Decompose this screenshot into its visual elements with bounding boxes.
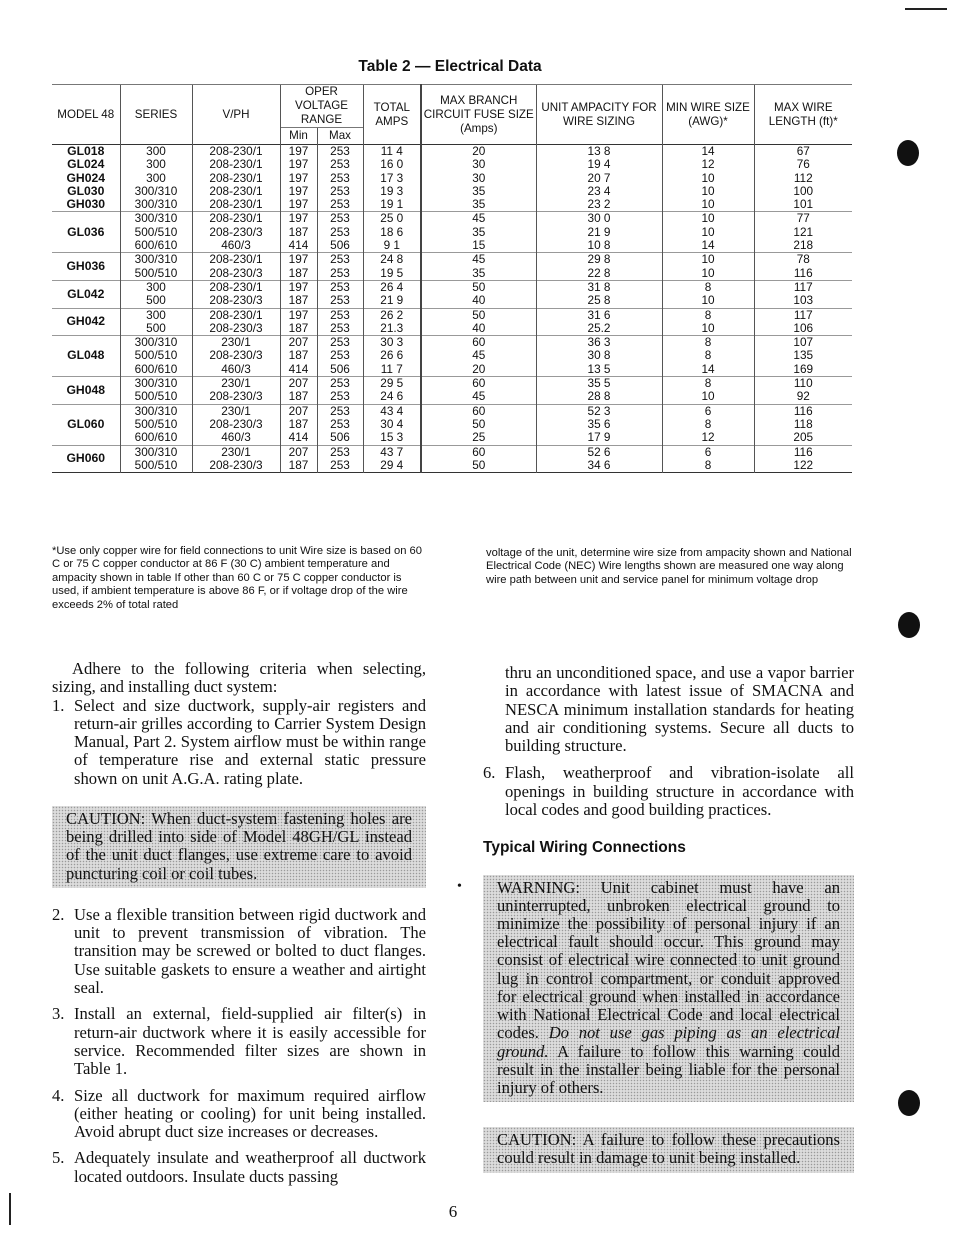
header-vph: V/PH [192, 85, 280, 145]
step-5 [52, 1149, 426, 1186]
step-text: thru an unconditioned space, and use a vapor barrier in accordance with latest issue of SMACNA and NESCA minimum installation standards for heating and air conditioning systems. Secure all ducts to building structure. [505, 663, 854, 756]
header-rule [905, 8, 947, 10]
table-row: 500/510 208-230/3 187 253 29 4 50 34 6 8 122 [52, 459, 852, 473]
step-text: Size all ductwork for maximum required airflow (either heating or cooling) for unit being installed. Avoid abrupt duct size increases or decreases. [74, 1085, 426, 1142]
warning-electrical-ground [483, 875, 854, 1102]
table-row: GH060 300/310 230/1 207 253 43 7 60 52 6 6 116 [52, 445, 852, 459]
step-2 [52, 906, 426, 997]
header-total-amps: TOTAL AMPS [363, 85, 421, 145]
header-oper-voltage: OPER VOLTAGE RANGE [280, 85, 363, 128]
table-row: GL042 300 208-230/1 197 253 26 4 50 31 8 8 117 [52, 280, 852, 294]
step-number: 5. [52, 1148, 65, 1168]
table-row: GL048 300/310 230/1 207 253 30 3 60 36 3 8 107 [52, 336, 852, 350]
warning-text-tail: A failure to follow this warning could result in the installer being liable for the personal injury of others. [497, 1041, 840, 1097]
binder-hole-mark [898, 612, 920, 638]
table-row: 600/610 460/3 414 506 11 7 20 13 5 14 169 [52, 363, 852, 377]
table-group [52, 445, 852, 473]
table-group [52, 253, 852, 281]
table-group [52, 404, 852, 445]
right-column [457, 663, 854, 1173]
table-row: GL060 300/310 230/1 207 253 43 4 60 52 3 6 116 [52, 404, 852, 418]
table-row: 600/610 460/3 414 506 15 3 25 17 9 12 205 [52, 431, 852, 445]
step-4 [52, 1087, 426, 1142]
table-footnote-left: *Use only copper wire for field connections to unit Wire size is based on 60 C or 75 C copper conductor at 86 F (30 C) ambient temperature and ampacity shown in table If other than 60 C or 75 C copper conductor is used, if ambient temperature is above 86 F, or if voltage drop of the wire exceeds 2% of total rated [52, 545, 422, 611]
step-text: Install an external, field-supplied air filter(s) in return-air ductwork where it is easily accessible for service. Recommended filter sizes are shown in Table 1. [74, 1004, 426, 1079]
table-row: 500/510 208-230/3 187 253 18 6 35 21 9 10 121 [52, 226, 852, 239]
binder-hole-mark [897, 140, 919, 166]
table-row: GH030 300/310 208-230/1 197 253 19 1 35 23 2 10 101 [52, 198, 852, 212]
warning-text: WARNING: Unit cabinet must have an uninterrupted, unbroken electrical ground to minimize the possibility of personal injury if an electrical fault should occur. This ground may consist of electrical wire connected to unit ground lug in control compartment, or conduit approved for electrical ground when installed in accordance with National Electrical Code and local electrical codes. [497, 877, 840, 1043]
table-row: GH048 300/310 230/1 207 253 29 5 60 35 5 8 110 [52, 377, 852, 391]
warning-emphasis: Do not use gas piping as an electrical ground. [497, 1023, 840, 1061]
intro-paragraph: Adhere to the following criteria when selecting, sizing, and installing duct system: [52, 659, 426, 697]
warning-wrapper [457, 875, 854, 1102]
bullet-marker: • [457, 878, 462, 894]
step-text: Select and size ductwork, supply-air registers and return-air grilles according to Carrier System Design Manual, Part 2. System airflow must be within range of temperature rise and external static pressure shown on unit A.G.A. rating plate. [74, 695, 426, 788]
table-row: 500 208-230/3 187 253 21.3 40 25.2 10 106 [52, 322, 852, 336]
table-row: GL030 300/310 208-230/1 197 253 19 3 35 23 4 10 100 [52, 185, 852, 198]
table-row: 500/510 208-230/3 187 253 26 6 45 30 8 8 135 [52, 349, 852, 362]
step-3 [52, 1005, 426, 1078]
table-footnote-right: voltage of the unit, determine wire size from ampacity shown and National Electrical Code (NEC) Wire lengths shown are measured one way along wire path between unit and service panel for minimum voltage drop [486, 547, 852, 586]
table-group [52, 336, 852, 377]
step-text: Flash, weatherproof and vibration-isolate all openings in building structure in accordance with local codes and good building practices. [505, 763, 854, 820]
binder-hole-mark [898, 1090, 920, 1116]
step-text: Adequately insulate and weatherproof all ductwork located outdoors. Insulate ducts passing [74, 1148, 426, 1186]
duct-steps-continued [52, 906, 426, 1186]
header-min: Min [280, 128, 317, 145]
caution-wiring: CAUTION: A failure to follow these precautions could result in damage to unit being installed. [483, 1127, 854, 1172]
table-row: GH024 300 208-230/1 197 253 17 3 30 20 7 10 112 [52, 172, 852, 185]
table-row: GH042 300 208-230/1 197 253 26 2 50 31 6 8 117 [52, 308, 852, 322]
table-row: GL024 300 208-230/1 197 253 16 0 30 19 4 12 76 [52, 158, 852, 171]
header-model: MODEL 48 [52, 85, 120, 145]
step-number: 2. [52, 904, 65, 924]
duct-steps [52, 697, 426, 788]
step-number: 1. [52, 695, 65, 715]
duct-steps-right [483, 664, 854, 819]
header-series: SERIES [120, 85, 192, 145]
table-row: GH036 300/310 208-230/1 197 253 24 8 45 29 8 10 78 [52, 253, 852, 267]
step-text: Use a flexible transition between rigid ductwork and unit to prevent transmission of vibration. The transition may be screwed or bolted to duct flanges. Use suitable gaskets to ensure a weather and airtight seal. [74, 904, 426, 998]
header-max: Max [317, 128, 363, 145]
electrical-data-table [52, 84, 852, 473]
table-group [52, 212, 852, 253]
step-6 [483, 764, 854, 819]
header-min-wire-size: MIN WIRE SIZE (AWG)* [662, 85, 754, 145]
table-group [52, 280, 852, 308]
table-row: 500/510 208-230/3 187 253 19 5 35 22 8 10 116 [52, 267, 852, 281]
table-row: 500/510 208-230/3 187 253 24 6 45 28 8 10 92 [52, 390, 852, 404]
header-max-wire-length: MAX WIRE LENGTH (ft)* [754, 85, 852, 145]
step-5-continued [483, 664, 854, 755]
step-number: 4. [52, 1085, 65, 1105]
page-number: 6 [448, 1202, 458, 1221]
table-row: 600/610 460/3 414 506 9 1 15 10 8 14 218 [52, 239, 852, 253]
table-row: GL018 300 208-230/1 197 253 11 4 20 13 8 14 67 [52, 145, 852, 159]
table-title: Table 2 — Electrical Data [358, 58, 542, 75]
table-group [52, 145, 852, 212]
table-group [52, 377, 852, 405]
header-max-branch-fuse: MAX BRANCH CIRCUIT FUSE SIZE (Amps) [421, 85, 536, 145]
header-unit-ampacity: UNIT AMPACITY FOR WIRE SIZING [536, 85, 662, 145]
table-row: 500 208-230/3 187 253 21 9 40 25 8 10 103 [52, 294, 852, 308]
table-group [52, 308, 852, 336]
caution-duct-fastening: CAUTION: When duct-system fastening holes are being drilled into side of Model 48GH/GL instead of the unit duct flanges, use extreme care to avoid puncturing coil or coil tubes. [52, 806, 426, 888]
table-row: 500/510 208-230/3 187 253 30 4 50 35 6 8 118 [52, 418, 852, 431]
step-number: 6. [483, 763, 496, 783]
left-column [52, 660, 426, 1186]
table-row: GL036 300/310 208-230/1 197 253 25 0 45 30 0 10 77 [52, 212, 852, 226]
step-number: 3. [52, 1004, 65, 1024]
wiring-section-heading: Typical Wiring Connections [483, 839, 686, 857]
step-1 [52, 697, 426, 788]
